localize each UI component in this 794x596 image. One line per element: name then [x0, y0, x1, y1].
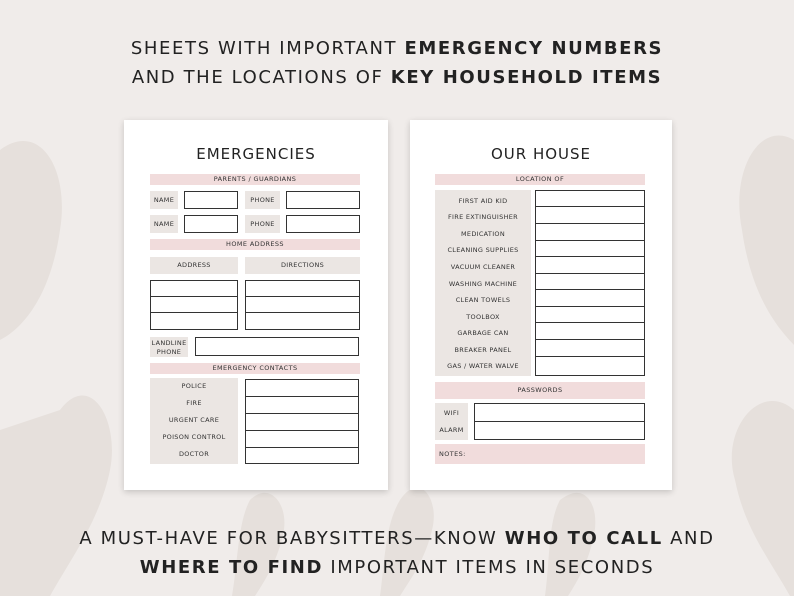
notes-area[interactable]: NOTES:: [435, 444, 645, 464]
name-label-2: NAME: [150, 215, 178, 233]
location-field-garbage-can[interactable]: [535, 322, 645, 340]
headline-bottom-line-1: [0, 524, 794, 553]
headline-bottom-line-1-plain-b: AND: [662, 528, 715, 549]
location-label-toolbox: TOOLBOX: [466, 313, 500, 321]
location-field-first-aid[interactable]: [535, 190, 645, 207]
location-field-gas-water-valve[interactable]: [535, 356, 645, 376]
headline-top-line-2-bold: KEY HOUSEHOLD ITEMS: [390, 67, 663, 88]
headline-top-line-1: [0, 34, 794, 63]
home-address-header: HOME ADDRESS: [150, 239, 360, 250]
wifi-label: WIFI: [443, 409, 460, 417]
location-label-gas-water-valve: GAS / WATER WALVE: [447, 362, 519, 370]
location-field-washing-machine[interactable]: [535, 273, 645, 290]
contact-field-poison-control[interactable]: [245, 430, 359, 448]
location-label-column: [435, 190, 531, 376]
wifi-password-field[interactable]: [474, 403, 645, 422]
our-house-title: OUR HOUSE: [490, 145, 592, 163]
address-line-3[interactable]: [150, 312, 238, 330]
location-field-vacuum-cleaner[interactable]: [535, 256, 645, 274]
contact-field-police[interactable]: [245, 379, 359, 397]
location-label-cleaning-supplies: CLEANING SUPPLIES: [447, 246, 519, 254]
headline-top-line-2-plain: AND THE LOCATIONS OF: [131, 67, 391, 88]
landline-phone-label: [150, 337, 188, 357]
headline-top-line-1-plain: SHEETS WITH IMPORTANT: [130, 38, 405, 59]
name-label-1: NAME: [150, 191, 178, 209]
contact-field-doctor[interactable]: [245, 447, 359, 464]
address-line-1[interactable]: [150, 280, 238, 297]
passwords-header: PASSWORDS: [435, 382, 645, 399]
location-label-medication: MEDICATION: [461, 230, 505, 238]
location-field-fire-extinguisher[interactable]: [535, 206, 645, 224]
directions-line-1[interactable]: [245, 280, 360, 297]
our-house-sheet: [410, 120, 672, 490]
headline-top-line-1-bold: EMERGENCY NUMBERS: [404, 38, 664, 59]
location-label-first-aid: FIRST AID KID: [458, 197, 508, 205]
emergency-contacts-header: EMERGENCY CONTACTS: [150, 363, 360, 374]
headline-bottom-line-2-bold: WHERE TO FIND: [139, 557, 324, 578]
contact-label-poison-control: POISON CONTROL: [162, 433, 226, 441]
alarm-code-field[interactable]: [474, 421, 645, 440]
location-field-toolbox[interactable]: [535, 306, 645, 323]
phone-label-2: PHONE: [245, 215, 280, 233]
contact-field-fire[interactable]: [245, 396, 359, 414]
directions-line-3[interactable]: [245, 312, 360, 330]
passwords-label-column: [435, 403, 468, 440]
alarm-label: ALARM: [439, 426, 464, 434]
location-field-medication[interactable]: [535, 223, 645, 241]
location-field-cleaning-supplies[interactable]: [535, 240, 645, 257]
location-field-clean-towels[interactable]: [535, 289, 645, 307]
landline-label-line-2: PHONE: [156, 348, 182, 356]
location-label-breaker-panel: BREAKER PANEL: [454, 346, 512, 354]
headline-bottom-line-1-bold: WHO TO CALL: [504, 528, 663, 549]
headline-bottom-line-2: [0, 553, 794, 582]
location-of-header: LOCATION OF: [435, 174, 645, 185]
emergencies-sheet: [124, 120, 388, 490]
headline-top-line-2: [0, 63, 794, 92]
location-label-fire-extinguisher: FIRE EXTINGUISHER: [448, 213, 518, 221]
address-label: ADDRESS: [150, 257, 238, 274]
headline-top: [0, 34, 794, 92]
phone-field-2[interactable]: [286, 215, 360, 233]
contact-label-doctor: DOCTOR: [178, 450, 210, 458]
directions-line-2[interactable]: [245, 296, 360, 313]
emergencies-title: EMERGENCIES: [196, 145, 316, 163]
name-field-2[interactable]: [184, 215, 238, 233]
location-label-garbage-can: GARBAGE CAN: [457, 329, 509, 337]
contact-field-urgent-care[interactable]: [245, 413, 359, 431]
landline-phone-field[interactable]: [195, 337, 359, 356]
contact-label-urgent-care: URGENT CARE: [168, 416, 220, 424]
contacts-label-column: [150, 378, 238, 464]
landline-label-line-1: LANDLINE: [151, 339, 187, 347]
contact-label-police: POLICE: [181, 382, 207, 390]
phone-label-1: PHONE: [245, 191, 280, 209]
location-label-vacuum-cleaner: VACUUM CLEANER: [450, 263, 516, 271]
location-label-clean-towels: CLEAN TOWELS: [455, 296, 511, 304]
phone-field-1[interactable]: [286, 191, 360, 209]
headline-bottom-line-1-plain-a: A MUST-HAVE FOR BABYSITTERS—KNOW: [79, 528, 505, 549]
address-line-2[interactable]: [150, 296, 238, 313]
name-field-1[interactable]: [184, 191, 238, 209]
headline-bottom: [0, 524, 794, 582]
parents-guardians-header: PARENTS / GUARDIANS: [150, 174, 360, 185]
headline-bottom-line-2-plain: IMPORTANT ITEMS IN SECONDS: [323, 557, 655, 578]
location-label-washing-machine: WASHING MACHINE: [448, 280, 518, 288]
contact-label-fire: FIRE: [186, 399, 202, 407]
location-field-breaker-panel[interactable]: [535, 339, 645, 357]
directions-label: DIRECTIONS: [245, 257, 360, 274]
